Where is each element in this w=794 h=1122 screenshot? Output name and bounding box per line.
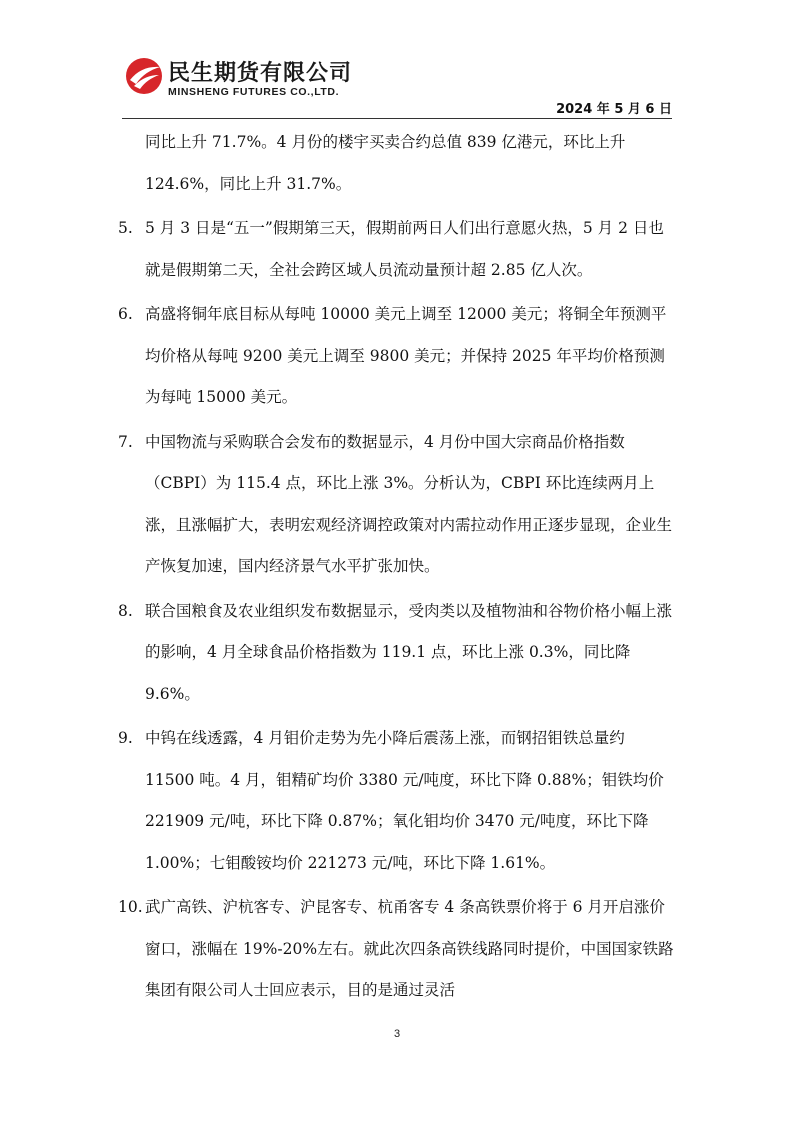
- company-name-cn: 民生期货有限公司: [168, 61, 353, 86]
- page-header: [0, 0, 794, 120]
- item-number: 6.: [118, 305, 133, 323]
- item-text: 中钨在线透露，4 月钼价走势为先小降后震荡上涨，而钢招钼铁总量约 11500 吨。4 月，钼精矿均价 3380 元/吨度，环比下降 0.88%；钼铁均价 221909 元/吨，环比下降 0.87%；氧化钼均价 3470 元/吨度，环比下降 1.00%；七钼酸铵均价 221273 元/吨，环比下降 1.61%。: [145, 729, 664, 872]
- list-item: [118, 294, 676, 419]
- list-item: [118, 887, 676, 1012]
- item-text: 高盛将铜年底目标从每吨 10000 美元上调至 12000 美元；将铜全年预测平均价格从每吨 9200 美元上调至 9800 美元；并保持 2025 年平均价格预测为每吨 15000 美元。: [145, 305, 667, 406]
- item-text: 中国物流与采购联合会发布的数据显示，4 月份中国大宗商品价格指数（CBPI）为 115.4 点，环比上涨 3%。分析认为，CBPI 环比连续两月上涨，且涨幅扩大，表明宏观经济调控政策对内需拉动作用正逐步显现，企业生产恢复加速，国内经济景气水平扩张加快。: [145, 432, 673, 575]
- item-number: 7.: [118, 432, 133, 451]
- item-number: 10.: [118, 898, 143, 916]
- minsheng-logo-icon: [124, 56, 164, 96]
- continued-paragraph: 同比上升 71.7%。4 月份的楼宇买卖合约总值 839 亿港元，环比上升 124.6%，同比上升 31.7%。: [145, 133, 626, 193]
- list-item: [118, 591, 676, 716]
- item-number: 9.: [118, 729, 133, 747]
- item-text: 联合国粮食及农业组织发布数据显示，受肉类以及植物油和谷物价格小幅上涨的影响，4 月全球食品价格指数为 119.1 点，环比上涨 0.3%，同比降 9.6%。: [145, 601, 673, 703]
- report-body: [118, 122, 676, 1012]
- item-number: 8.: [118, 601, 133, 620]
- list-item: [118, 208, 676, 291]
- item-number: 5.: [118, 219, 133, 237]
- report-date: 2024 年 5 月 6 日: [556, 102, 672, 117]
- list-item: [118, 422, 676, 588]
- list-item: [118, 718, 676, 884]
- header-divider: [122, 118, 672, 119]
- page-number: 3: [393, 1028, 401, 1040]
- item-text: 武广高铁、沪杭客专、沪昆客专、杭甬客专 4 条高铁票价将于 6 月开启涨价窗口，涨幅在 19%-20%左右。就此次四条高铁线路同时提价，中国国家铁路集团有限公司人士回应表示，目的是通过灵活: [145, 898, 674, 999]
- item-text: 5 月 3 日是“五一”假期第三天，假期前两日人们出行意愿火热，5 月 2 日也就是假期第二天，全社会跨区域人员流动量预计超 2.85 亿人次。: [145, 219, 664, 279]
- company-name-en: MINSHENG FUTURES CO.,LTD.: [168, 86, 340, 98]
